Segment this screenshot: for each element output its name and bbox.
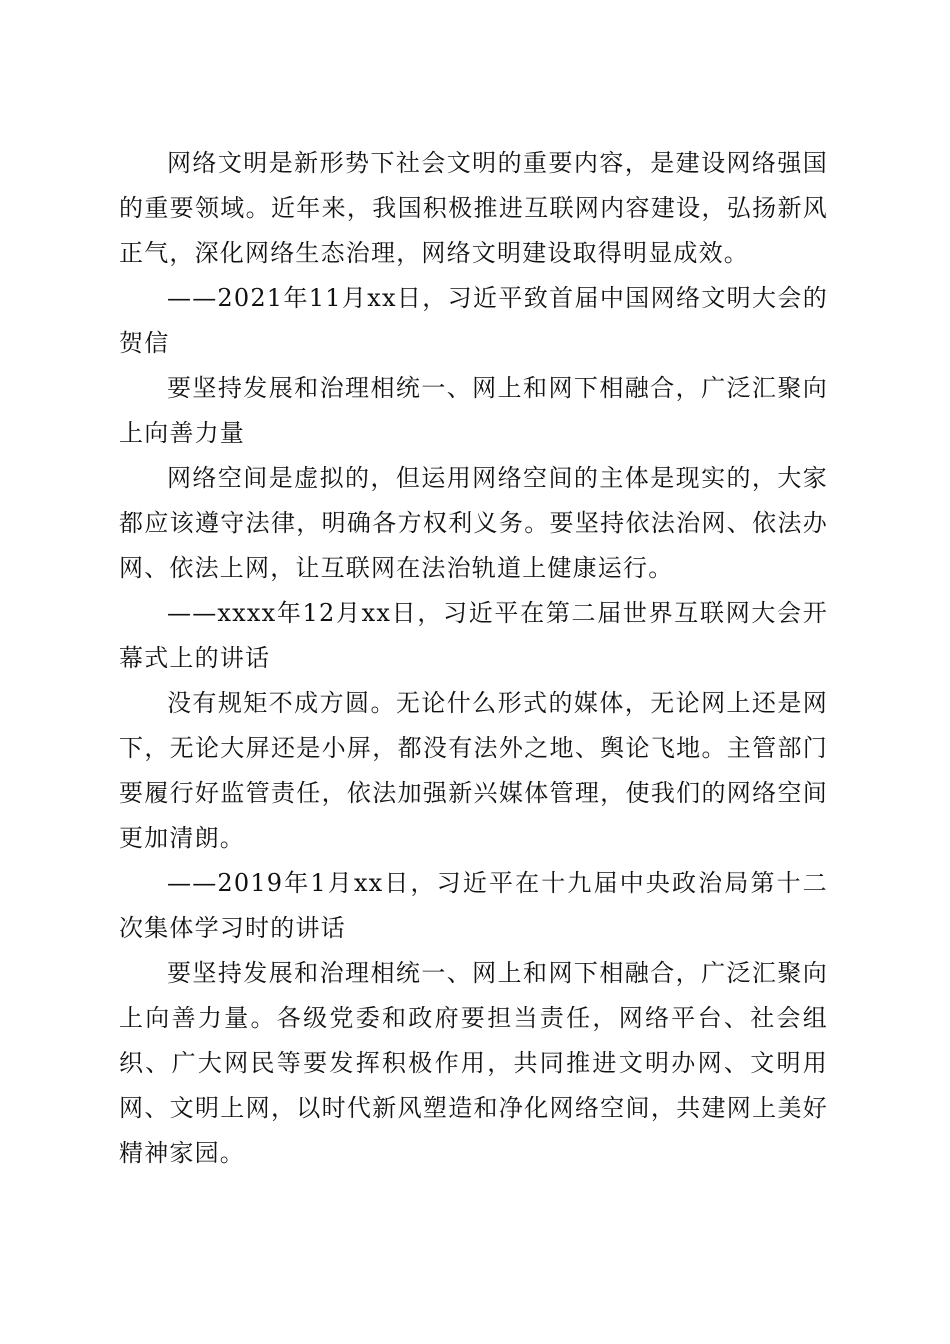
document-page	[119, 141, 828, 1176]
section-heading: 要坚持发展和治理相统一、网上和网下相融合，广泛汇聚向上向善力量	[119, 374, 828, 447]
paragraph-cyberspace: 网络空间是虚拟的，但运用网络空间的主体是现实的，大家都应该遵守法律，明确各方权利义务。要坚持依法治网、依法办网、依法上网，让互联网在法治轨道上健康运行。	[119, 464, 828, 582]
quote-source-1: ——2021年11月xx日，习近平致首届中国网络文明大会的贺信	[119, 284, 828, 357]
paragraph-conclusion: 要坚持发展和治理相统一、网上和网下相融合，广泛汇聚向上向善力量。各级党委和政府要担当责任，网络平台、社会组织、广大网民等要发挥积极作用，共同推进文明办网、文明用网、文明上网，以时代新风塑造和净化网络空间，共建网上美好精神家园。	[119, 959, 828, 1167]
quote-source-3: ——2019年1月xx日，习近平在十九届中央政治局第十二次集体学习时的讲话	[119, 869, 828, 942]
paragraph-rules: 没有规矩不成方圆。无论什么形式的媒体，无论网上还是网下，无论大屏还是小屏，都没有法外之地、舆论飞地。主管部门要履行好监管责任，依法加强新兴媒体管理，使我们的网络空间更加清朗。	[119, 689, 828, 852]
quote-source-2: ——xxxx年12月xx日，习近平在第二届世界互联网大会开幕式上的讲话	[119, 599, 828, 672]
paragraph-intro: 网络文明是新形势下社会文明的重要内容，是建设网络强国的重要领域。近年来，我国积极推进互联网内容建设，弘扬新风正气，深化网络生态治理，网络文明建设取得明显成效。	[119, 149, 828, 267]
